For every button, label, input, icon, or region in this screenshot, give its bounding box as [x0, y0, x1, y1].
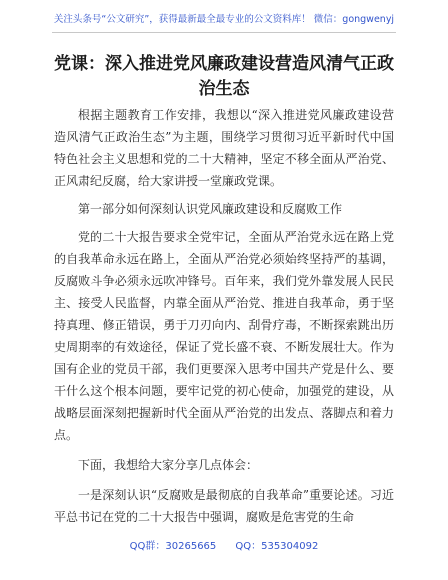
section-heading: 第一部分如何深刻认识党风廉政建设和反腐败工作 — [78, 202, 343, 216]
header-note: 关注头条号“公文研究”，获得最新最全最专业的公文资料库！ 微信：gongwenyj — [53, 14, 395, 25]
intro-paragraph: 根据主题教育工作安排，我想以“深入推进党风廉政建设营造风清气正政治生态”为主题，围绕学习贯彻习近平新时代中国特色社会主义思想和党的二十大精神，坚定不移全面从严治党、正风肃纪反腐，给大家讲授一堂廉政党课。 — [54, 108, 394, 188]
document-title: 党课：深入推进党风廉政建设营造风清气正政治生态 — [54, 54, 394, 99]
transition-paragraph: 下面，我想给大家分享几点体会： — [78, 458, 259, 472]
header-divider — [52, 32, 396, 33]
footer-contact: QQ群：30265665 QQ：535304092 — [129, 541, 319, 552]
document-body — [54, 104, 394, 528]
body-paragraph: 党的二十大报告要求全党牢记，全面从严治党永远在路上党的自我革命永远在路上，全面从严治党必须始终坚持严的基调，反腐败斗争必须永远吹冲锋号。百年来，我们党外靠发展人民民主、接受人民监督，内靠全面从严治党、推进自我革命，勇于坚持真理、修正错误，勇于刀刃向内、刮骨疗毒，不断探索跳出历史周期率的有效途径，保证了党长盛不衰、不断发展壮大。作为国有企业的党员干部，我们更要深入思考中国共产党是什么、要干什么这个根本问题，要牢记党的初心使命，加强党的建设，从战略层面深刻把握新时代全面从严治党的出发点、落脚点和着力点。 — [54, 230, 394, 442]
point-one-paragraph: 一是深刻认识“反腐败是最彻底的自我革命”重要论述。习近平总书记在党的二十大报告中强调，腐败是危害党的生命 — [54, 488, 394, 524]
